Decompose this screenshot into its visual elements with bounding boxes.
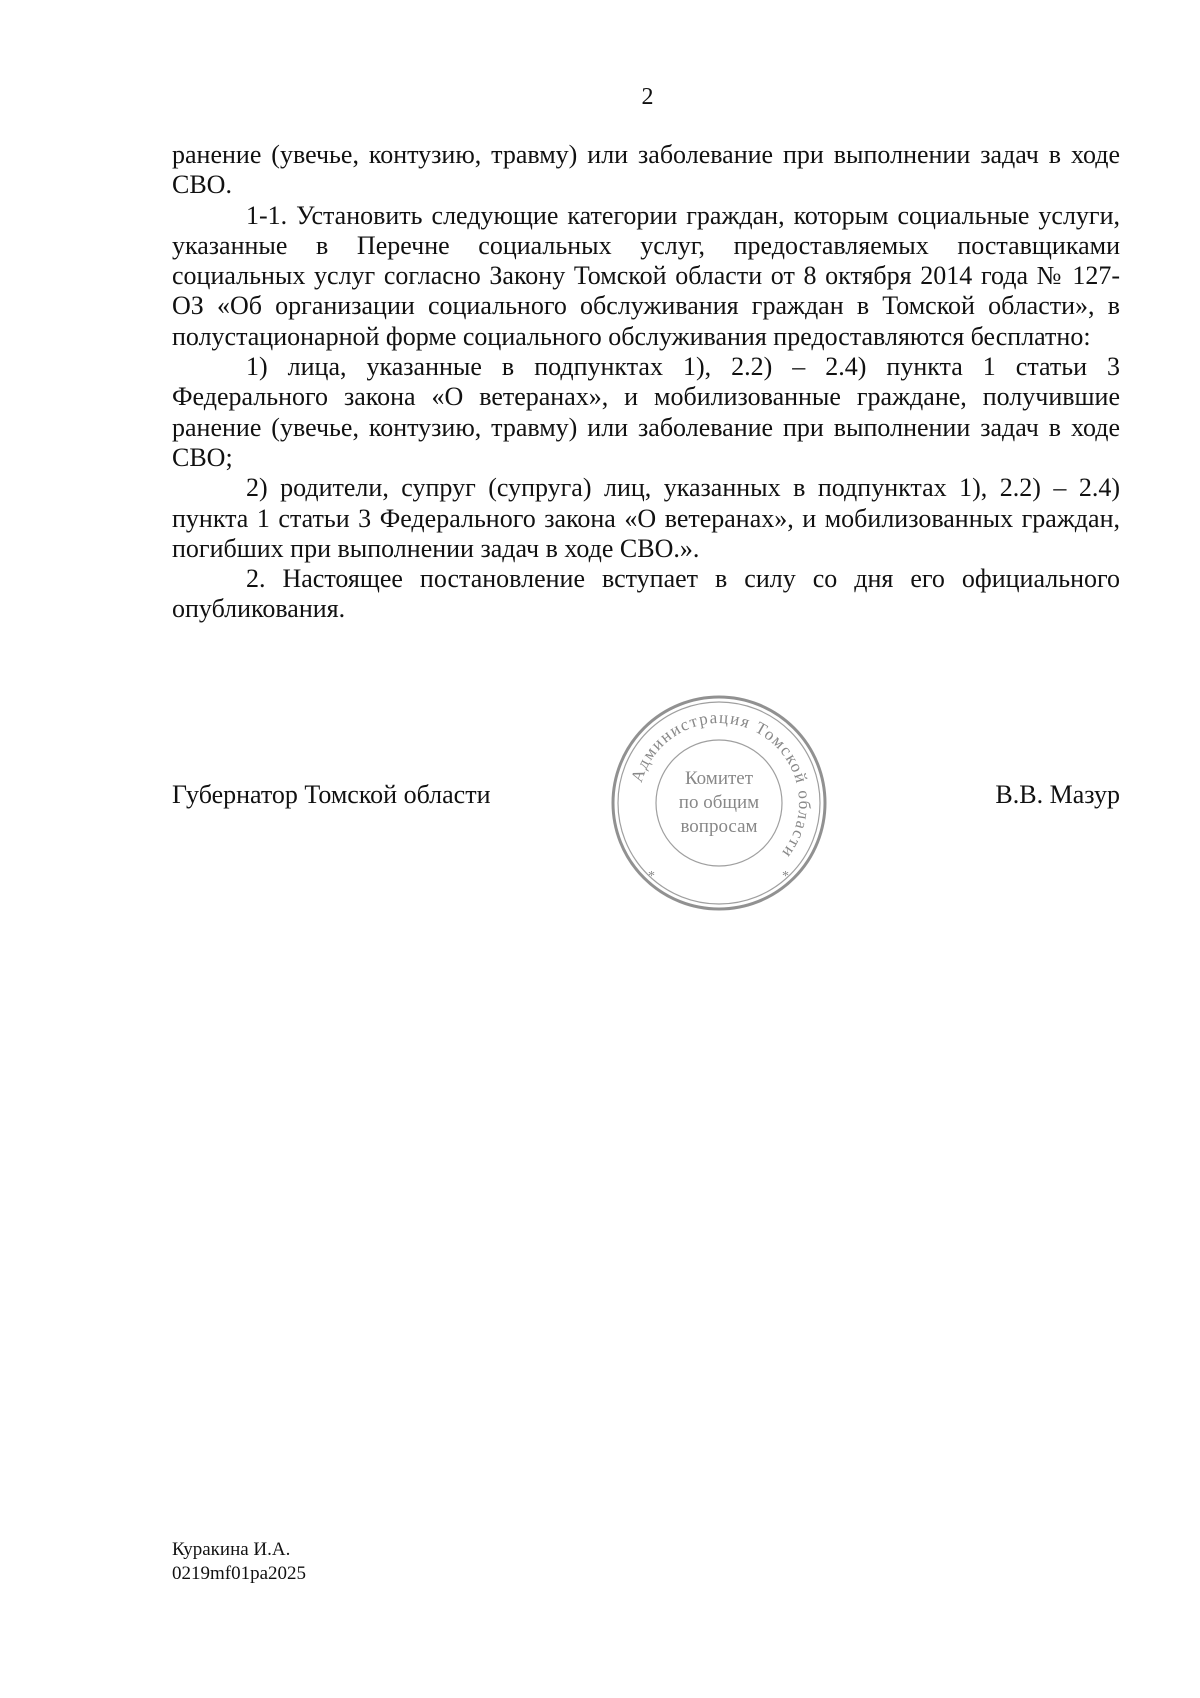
document-body bbox=[172, 140, 1120, 625]
paragraph-continuation: ранение (увечье, контузию, травму) или заболевание при выполнении задач в ходе СВО. bbox=[172, 140, 1120, 200]
stamp-center-line-2: по общим bbox=[678, 792, 760, 813]
stamp-graphic bbox=[604, 688, 834, 918]
stamp-center-line-1: Комитет bbox=[684, 768, 754, 789]
official-stamp bbox=[604, 688, 834, 918]
paragraph-2: 2. Настоящее постановление вступает в силу со дня его официального опубликования. bbox=[172, 564, 1120, 624]
paragraph-item-1: 1) лица, указанные в подпунктах 1), 2.2) – 2.4) пункта 1 статьи 3 Федерального закона «О ветеранах», и мобилизованные граждане, получившие ранение (увечье, контузию, травму) или заболевание при выполнении задач в ходе СВО; bbox=[172, 352, 1120, 472]
signer-name: В.В. Мазур bbox=[995, 780, 1120, 809]
stamp-star-left: * bbox=[648, 869, 655, 884]
document-footer bbox=[172, 1538, 306, 1586]
stamp-center-line-3: вопросам bbox=[680, 816, 758, 837]
paragraph-item-2: 2) родители, супруг (супруга) лиц, указанных в подпунктах 1), 2.2) – 2.4) пункта 1 статьи 3 Федерального закона «О ветеранах», и мобилизованных граждан, погибших при выполнении задач в ходе СВО.». bbox=[172, 473, 1120, 563]
stamp-star-right: * bbox=[782, 869, 789, 884]
footer-doc-code: 0219mf01pa2025 bbox=[172, 1563, 307, 1584]
page-number: 2 bbox=[641, 84, 654, 110]
stamp-ring-text: Администрация Томской области bbox=[627, 707, 815, 863]
paragraph-1-1: 1-1. Установить следующие категории граждан, которым социальные услуги, указанные в Перечне социальных услуг, предоставляемых поставщиками социальных услуг согласно Закону Томской области от 8 октября 2014 года № 127-ОЗ «Об организации социального обслуживания граждан в Томской области», в полустационарной форме социального обслуживания предоставляются бесплатно: bbox=[172, 200, 1120, 351]
signer-title: Губернатор Томской области bbox=[172, 780, 491, 809]
footer-author: Куракина И.А. bbox=[172, 1539, 291, 1560]
